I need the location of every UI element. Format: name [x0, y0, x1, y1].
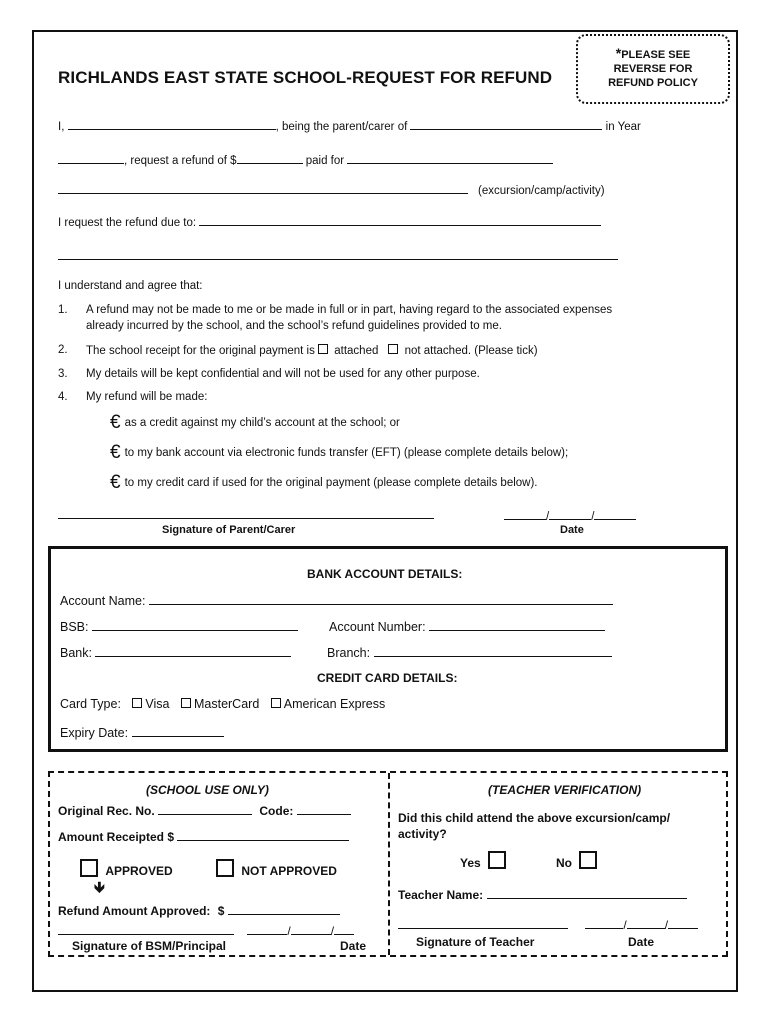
- text-in-year: in Year: [602, 121, 641, 133]
- expiry-field[interactable]: [132, 725, 224, 737]
- bsb-label: BSB:: [60, 620, 89, 634]
- date-separator: /: [664, 918, 669, 932]
- visa-checkbox[interactable]: [132, 698, 142, 708]
- bsm-date-day-blank[interactable]: [247, 923, 287, 935]
- bsm-signature-field[interactable]: [58, 923, 234, 935]
- office-use-box: [48, 771, 728, 957]
- agreement-item-2: [58, 344, 538, 357]
- branch-label: Branch:: [327, 646, 371, 660]
- no-option[interactable]: [556, 851, 597, 870]
- orig-rec-row: [58, 803, 351, 818]
- account-number-row: [329, 619, 605, 634]
- reason-field-continued[interactable]: [58, 248, 618, 260]
- text-paid-for: paid for: [302, 155, 348, 167]
- teacher-signature-row: [398, 917, 698, 932]
- parent-name-field[interactable]: [68, 118, 276, 130]
- school-use-heading: (SCHOOL USE ONLY): [146, 783, 269, 797]
- teacher-date-label: Date: [628, 935, 655, 949]
- refund-amount-field[interactable]: [237, 152, 303, 164]
- date-separator: /: [591, 511, 595, 523]
- teacher-name-label: Teacher Name:: [398, 888, 484, 902]
- branch-row: [327, 645, 612, 660]
- bank-row: [60, 645, 291, 660]
- euro-icon: €: [110, 472, 121, 493]
- agreement-item-4: [58, 391, 207, 403]
- agreement-item-3: [58, 368, 480, 380]
- account-number-field[interactable]: [429, 619, 605, 631]
- amex-checkbox[interactable]: [271, 698, 281, 708]
- line-refund-amount: [58, 152, 553, 167]
- approved-label: APPROVED: [105, 864, 173, 878]
- expiry-row: [60, 725, 224, 740]
- date-separator: /: [623, 918, 627, 932]
- teacher-question-line-2: activity?: [398, 827, 447, 841]
- item-2-text: The school receipt for the original payment is: [86, 345, 319, 357]
- item-number-1: 1.: [58, 304, 68, 316]
- teacher-heading: (TEACHER VERIFICATION): [488, 783, 642, 797]
- child-name-field[interactable]: [410, 118, 602, 130]
- code-label: Code:: [259, 804, 294, 818]
- yes-label: Yes: [460, 856, 481, 870]
- refund-form-page: [32, 30, 738, 992]
- agreement-item-1: [58, 304, 728, 336]
- refund-amount-approved-label: Refund Amount Approved:: [58, 904, 211, 918]
- date-separator: /: [546, 511, 550, 523]
- item-number-4: 4.: [58, 391, 68, 403]
- amount-receipted-label: Amount Receipted $: [58, 830, 175, 844]
- text-request-refund: , request a refund of $: [124, 155, 237, 167]
- refund-amount-approved-field[interactable]: [228, 903, 340, 915]
- yes-option[interactable]: [460, 851, 506, 870]
- item-number-3: 3.: [58, 368, 68, 380]
- option-bank-eft-label: to my bank account via electronic funds transfer (EFT) (please complete details below);: [124, 447, 569, 459]
- no-checkbox[interactable]: [579, 851, 597, 869]
- attached-checkbox[interactable]: [318, 344, 328, 354]
- refund-amount-approved-row: [58, 903, 340, 918]
- form-title: RICHLANDS EAST STATE SCHOOL-REQUEST FOR REFUND: [58, 68, 553, 87]
- policy-line-2: REVERSE FOR: [613, 63, 693, 75]
- mastercard-checkbox[interactable]: [181, 698, 191, 708]
- text-i: I,: [58, 121, 68, 133]
- item-3-text: My details will be kept confidential and will not be used for any other purpose.: [86, 368, 480, 380]
- orig-rec-label: Original Rec. No.: [58, 804, 155, 818]
- policy-asterisk: *: [615, 45, 622, 61]
- arrow-down-icon: 🡻: [94, 879, 105, 896]
- teacher-date-year-field[interactable]: [668, 917, 698, 929]
- card-type-label: Card Type:: [60, 697, 121, 711]
- bsb-field[interactable]: [92, 619, 298, 631]
- teacher-date-day-blank[interactable]: [585, 917, 623, 929]
- bank-field[interactable]: [95, 645, 291, 657]
- credit-card-heading: CREDIT CARD DETAILS:: [317, 671, 458, 685]
- policy-line-1: PLEASE SEE: [621, 49, 691, 61]
- not-approved-label: NOT APPROVED: [241, 864, 337, 878]
- paid-for-field[interactable]: [347, 152, 553, 164]
- no-label: No: [556, 856, 572, 870]
- visa-label: Visa: [145, 697, 170, 711]
- option-credit-card[interactable]: [110, 472, 538, 494]
- branch-field[interactable]: [374, 645, 612, 657]
- teacher-question-line-1: Did this child attend the above excursion/camp/: [398, 811, 671, 825]
- bsm-signature-row: [58, 923, 354, 938]
- option-credit-card-label: to my credit card if used for the original payment (please complete details below).: [124, 477, 538, 489]
- code-field[interactable]: [297, 803, 351, 815]
- account-name-field[interactable]: [149, 593, 613, 605]
- teacher-signature-label: Signature of Teacher: [416, 935, 535, 949]
- amex-label: American Express: [283, 697, 386, 711]
- text-parent-of: , being the parent/carer of: [275, 121, 411, 133]
- option-school-credit-label: as a credit against my child’s account at the school; or: [124, 417, 400, 429]
- policy-line-3: REFUND POLICY: [608, 77, 698, 89]
- teacher-date-month-field[interactable]: [627, 917, 665, 929]
- line-parent-name: [58, 118, 641, 133]
- parent-date-field[interactable]: [504, 508, 636, 523]
- item-1-text-line-2: already incurred by the school, and the school’s refund guidelines provided to me.: [86, 320, 502, 332]
- bsm-date-label: Date: [340, 939, 367, 953]
- agree-heading: I understand and agree that:: [58, 280, 203, 292]
- reason-field[interactable]: [199, 214, 601, 226]
- bank-details-box: [48, 546, 728, 752]
- account-number-label: Account Number:: [329, 620, 426, 634]
- item-1-text-line-1: A refund may not be made to me or be made in full or in part, having regard to the associated expenses: [86, 304, 613, 316]
- parent-signature-label: Signature of Parent/Carer: [162, 524, 296, 536]
- teacher-name-row: [398, 887, 687, 902]
- not-approved-option[interactable]: [216, 859, 337, 878]
- amount-receipted-row: [58, 829, 349, 844]
- bsb-row: [60, 619, 298, 634]
- expiry-label: Expiry Date:: [60, 726, 129, 740]
- date-separator: /: [287, 924, 291, 938]
- teacher-signature-field[interactable]: [398, 917, 568, 929]
- orig-rec-field[interactable]: [158, 803, 252, 815]
- yes-checkbox[interactable]: [488, 851, 506, 869]
- bsm-date-month-field[interactable]: [291, 923, 331, 935]
- not-attached-checkbox[interactable]: [388, 344, 398, 354]
- option-bank-eft[interactable]: [110, 442, 568, 464]
- date-separator: /: [330, 924, 335, 938]
- date-year-field[interactable]: [594, 508, 636, 520]
- item-4-text: My refund will be made:: [86, 391, 208, 403]
- account-name-label: Account Name:: [60, 594, 146, 608]
- not-approved-checkbox[interactable]: [216, 859, 234, 877]
- text-excursion-camp-activity: (excursion/camp/activity): [478, 185, 605, 197]
- item-number-2: 2.: [58, 344, 68, 356]
- bsm-signature-label: Signature of BSM/Principal: [72, 939, 227, 953]
- option-school-credit[interactable]: [110, 412, 400, 434]
- account-name-row: [60, 593, 613, 608]
- line-reason-continued: [58, 248, 618, 263]
- euro-icon: €: [110, 412, 121, 433]
- amount-receipted-field[interactable]: [177, 829, 349, 841]
- approved-option[interactable]: [80, 859, 173, 878]
- text-refund-due-to: I request the refund due to:: [58, 217, 200, 229]
- card-type-row: [60, 697, 385, 711]
- dollar-sign: $: [217, 904, 225, 918]
- line-reason: [58, 214, 601, 229]
- bsm-date-year-field[interactable]: [334, 923, 354, 935]
- refund-policy-note: [576, 34, 730, 104]
- date-month-field[interactable]: [549, 508, 591, 520]
- activity-field[interactable]: [58, 182, 468, 194]
- euro-icon: €: [110, 442, 121, 463]
- not-attached-label: not attached. (Please tick): [401, 345, 538, 357]
- bank-heading: BANK ACCOUNT DETAILS:: [307, 567, 463, 581]
- parent-date-label: Date: [560, 524, 584, 536]
- parent-signature-field[interactable]: [58, 518, 434, 519]
- date-day-field[interactable]: [504, 508, 546, 520]
- mastercard-label: MasterCard: [193, 697, 260, 711]
- teacher-name-field[interactable]: [487, 887, 687, 899]
- line-activity: [58, 182, 605, 197]
- bank-label: Bank:: [60, 646, 92, 660]
- approved-checkbox[interactable]: [80, 859, 98, 877]
- attached-label: attached: [331, 345, 379, 357]
- office-use-divider: [388, 773, 390, 955]
- year-field[interactable]: [58, 152, 124, 164]
